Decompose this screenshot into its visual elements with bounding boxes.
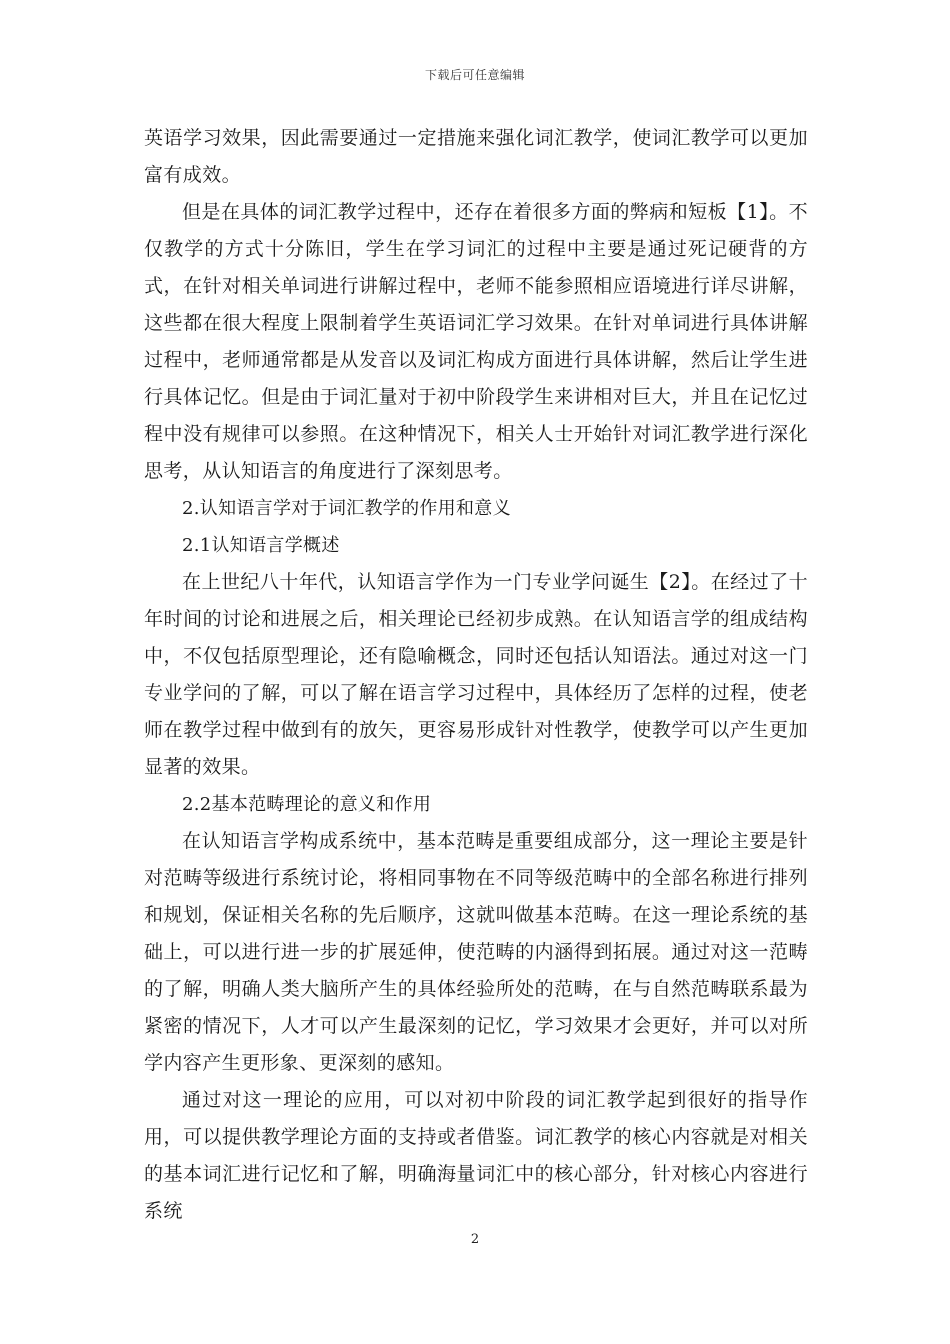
section-heading-2: 2.认知语言学对于词汇教学的作用和意义: [182, 498, 511, 519]
paragraph-basic-category-theory: 在认知语言学构成系统中，基本范畴是重要组成部分，这一理论主要是针对范畴等级进行系统讨论，将相同事物在不同等级范畴中的全部名称进行排列和规划，保证相关名称的先后顺序，这就叫做基本范畴。在这一理论系统的基础上，可以进行进一步的扩展延伸，使范畴的内涵得到拓展。通过对这一范畴的了解，明确人类大脑所产生的具体经验所处的范畴，在与自然范畴联系最为紧密的情况下，人才可以产生最深刻的记忆，学习效果才会更好，并可以对所学内容产生更形象、更深刻的感知。: [144, 830, 808, 1074]
document-body: [144, 120, 808, 1230]
paragraph-theory-application: 通过对这一理论的应用，可以对初中阶段的词汇教学起到很好的指导作用，可以提供教学理论方面的支持或者借鉴。词汇教学的核心内容就是对相关的基本词汇进行记忆和了解，明确海量词汇中的核心部分，针对核心内容进行系统: [144, 1089, 808, 1222]
page-number: 2: [470, 1232, 480, 1247]
paragraph-cognitive-linguistics-overview: 在上世纪八十年代，认知语言学作为一门专业学问诞生【2】。在经过了十年时间的讨论和进展之后，相关理论已经初步成熟。在认知语言学的组成结构中，不仅包括原型理论，还有隐喻概念，同时还包括认知语法。通过对这一门专业学问的了解，可以了解在语言学习过程中，具体经历了怎样的过程，使老师在教学过程中做到有的放矢，更容易形成针对性教学，使教学可以产生更加显著的效果。: [144, 571, 808, 778]
paragraph-continued: 英语学习效果，因此需要通过一定措施来强化词汇教学，使词汇教学可以更加富有成效。: [144, 127, 808, 186]
page-header: 下载后可任意编辑: [424, 68, 525, 82]
paragraph-vocabulary-problems: 但是在具体的词汇教学过程中，还存在着很多方面的弊病和短板【1】。不仅教学的方式十分陈旧，学生在学习词汇的过程中主要是通过死记硬背的方式，在针对相关单词进行讲解过程中，老师不能参照相应语境进行详尽讲解，这些都在很大程度上限制着学生英语词汇学习效果。在针对单词进行具体讲解过程中，老师通常都是从发音以及词汇构成方面进行具体讲解，然后让学生进行具体记忆。但是由于词汇量对于初中阶段学生来讲相对巨大，并且在记忆过程中没有规律可以参照。在这种情况下，相关人士开始针对词汇教学进行深化思考，从认知语言的角度进行了深刻思考。: [144, 201, 808, 482]
subsection-heading-2-1: 2.1认知语言学概述: [182, 535, 340, 556]
subsection-heading-2-2: 2.2基本范畴理论的意义和作用: [182, 794, 432, 815]
